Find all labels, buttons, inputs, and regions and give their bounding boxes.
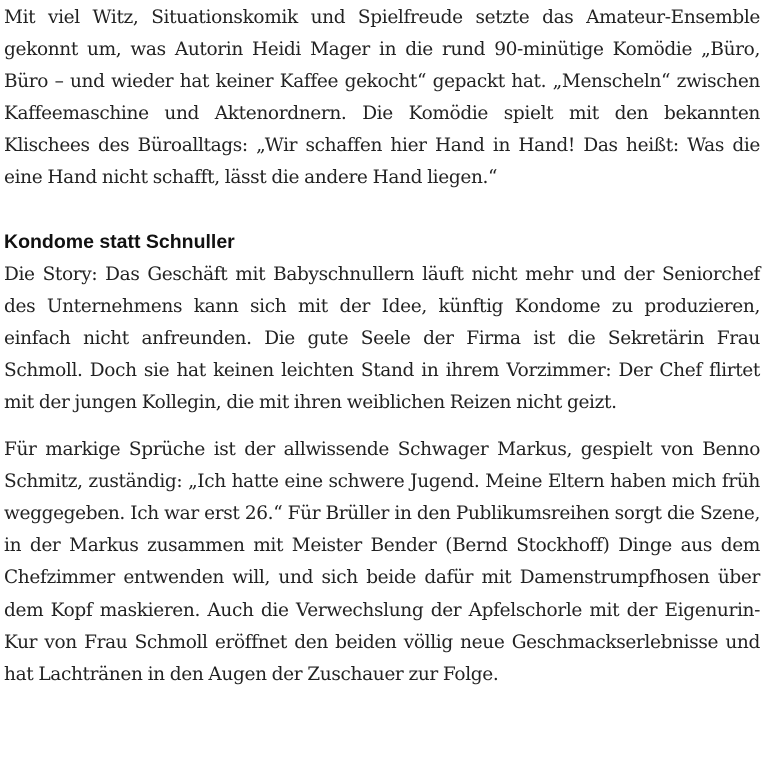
section-heading: Kondome statt Schnuller (4, 230, 235, 253)
article-paragraph-1: Mit viel Witz, Situationskomik und Spielfreude setzte das Amateur-Ensemble gekonnt um, was Autorin Heidi Mager in die rund 90-minütige Komödie „Büro, Büro – und wieder hat keiner Kaffee gekocht“ gepackt hat. „Menscheln“ zwischen Kaffeemaschine und Aktenordnern. Die Komödie spielt mit den bekannten Klischees des Büroalltags: „Wir schaffen hier Hand in Hand! Das heißt: Was die eine Hand nicht schafft, lässt die andere Hand liegen.“ (4, 7, 760, 189)
article-paragraph-2: Die Story: Das Geschäft mit Babyschnullern läuft nicht mehr und der Seniorchef des Unternehmens kann sich mit der Idee, künftig Kondome zu produzieren, einfach nicht anfreunden. Die gute Seele der Firma ist die Sekretärin Frau Schmoll. Doch sie hat keinen leichten Stand in ihrem Vorzimmer: Der Chef flirtet mit der jungen Kollegin, die mit ihren weiblichen Reizen nicht geizt. (4, 263, 760, 413)
article-paragraph-3: Für markige Sprüche ist der allwissende Schwager Markus, gespielt von Benno Schmitz, zuständig: „Ich hatte eine schwere Jugend. Meine Eltern haben mich früh weggegeben. Ich war erst 26.“ Für Brüller in den Publikumsreihen sorgt die Szene, in der Markus zusammen mit Meister Bender (Bernd Stockhoff) Dinge aus dem Chefzimmer entwenden will, und sich beide dafür mit Damenstrumpfhosen über dem Kopf maskieren. Auch die Verwechslung der Apfelschorle mit der Eigenurin-Kur von Frau Schmoll eröffnet den beiden völlig neue Geschmackserlebnisse und hat Lachtränen in den Augen der Zuschauer zur Folge. (4, 439, 760, 685)
article-body (0, 2, 768, 691)
